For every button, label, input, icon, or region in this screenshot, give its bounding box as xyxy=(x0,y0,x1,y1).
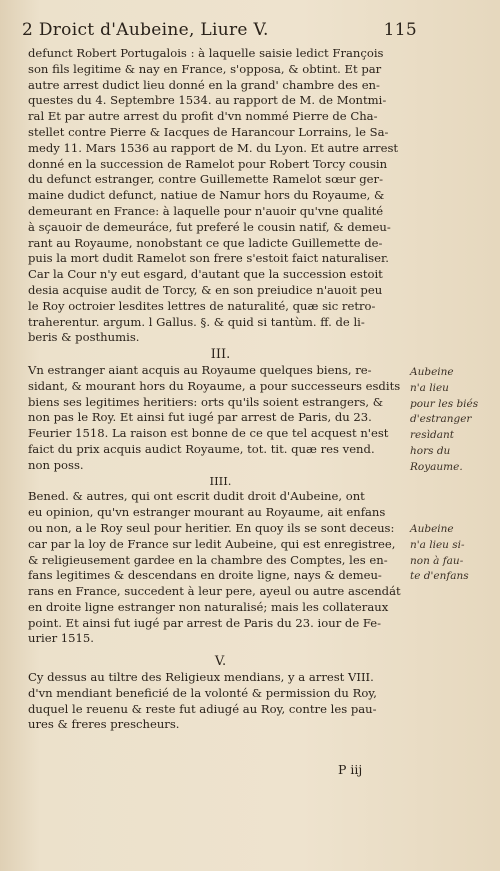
text-line: rant au Royaume, nonobstant ce que ladicte Guillemette de- xyxy=(28,235,383,250)
section-number-v: V. xyxy=(214,654,227,670)
page-body xyxy=(28,46,413,733)
text-line: ral Et par autre arrest du profit d'vn nommé Pierre de Cha- xyxy=(28,109,378,124)
text-line: autre arrest dudict lieu donné en la grand' chambre des en- xyxy=(28,77,380,92)
margin-note-line: Aubeine xyxy=(410,366,454,378)
signature-mark: P iij xyxy=(338,762,363,777)
margin-note-line: non à fau- xyxy=(410,554,464,567)
text-line: Vn estranger aiant acquis au Royaume quelques biens, re- xyxy=(28,362,372,377)
text-line: point. Et ainsi fut iugé par arrest de Paris du 23. iour de Fe- xyxy=(28,615,382,630)
text-line: & religieusement gardee en la chambre des Comptes, les en- xyxy=(28,552,388,567)
text-line: faict du prix acquis audict Royaume, tot. tit. quæ res vend. xyxy=(28,441,375,456)
margin-note-line: Royaume. xyxy=(410,460,463,473)
section-number-iii: III. xyxy=(210,347,231,363)
text-line: d'vn mendiant beneficié de la volonté & permission du Roy, xyxy=(28,685,377,700)
margin-note-line: hors du xyxy=(410,444,451,457)
text-line: stellet contre Pierre & Iacques de Harancour Lorrains, le Sa- xyxy=(28,124,389,139)
section-number-iiii: IIII. xyxy=(209,473,232,488)
paragraph-section-v xyxy=(28,670,413,733)
text-line: medy 11. Mars 1536 au rapport de M. du Lyon. Et autre arrest xyxy=(28,140,399,155)
paragraph-continued xyxy=(28,46,413,346)
margin-note-line: d'estranger xyxy=(410,413,472,426)
text-line: Car la Cour n'y eut esgard, d'autant que la succession estoit xyxy=(28,267,383,282)
text-line: du defunct estranger, contre Guillemette Ramelot sœur ger- xyxy=(28,172,383,187)
text-line: biens ses legitimes heritiers: orts qu'ils soient estrangers, & xyxy=(28,394,384,409)
margin-note-aubeine-biens xyxy=(410,365,490,476)
page-number: 115 xyxy=(383,20,417,40)
paragraph-section-iii xyxy=(28,363,413,474)
margin-note-line: pour les biés xyxy=(410,397,479,410)
margin-note-line: Aubeine xyxy=(410,523,454,535)
margin-note-line: n'a lieu xyxy=(410,381,449,394)
text-line: donné en la succession de Ramelot pour Robert Torcy cousin xyxy=(28,156,388,171)
text-line: car par la loy de France sur ledit Aubeine, qui est enregistree, xyxy=(28,536,396,551)
text-line: defunct Robert Portugalois : à laquelle saisie ledict François xyxy=(28,46,384,60)
text-line: puis la mort dudit Ramelot son frere s'estoit faict naturaliser. xyxy=(28,251,389,266)
running-title: 2 Droict d'Aubeine, Liure V. xyxy=(22,20,269,40)
text-line: traherentur. argum. l Gallus. §. & quid si tantùm. ff. de li- xyxy=(28,314,365,329)
running-header xyxy=(22,20,417,40)
text-line: ou non, a le Roy seul pour heritier. En quoy ils se sont deceus: xyxy=(28,520,395,535)
margin-note-line: te d'enfans xyxy=(410,570,469,583)
margin-note-line: resìdant xyxy=(410,429,454,442)
paragraph-section-iiii xyxy=(28,489,413,647)
text-line: ures & freres prescheurs. xyxy=(28,717,180,732)
text-line: desia acquise audit de Torcy, & en son preiudice n'auoit peu xyxy=(28,282,383,297)
text-line: duquel le reuenu & reste fut adiugé au Roy, contre les pau- xyxy=(28,701,377,716)
text-line: sidant, & mourant hors du Royaume, a pour successeurs esdits xyxy=(28,378,401,393)
text-line: non poss. xyxy=(28,457,84,472)
text-line: Cy dessus au tiltre des Religieux mendians, y a arrest VIII. xyxy=(28,670,374,685)
text-line: fans legitimes & descendans en droite ligne, nays & demeu- xyxy=(28,568,382,583)
text-line: Bened. & autres, qui ont escrit dudit droit d'Aubeine, ont xyxy=(28,489,365,504)
margin-note-line: n'a lieu si- xyxy=(410,538,465,551)
text-line: son fils legitime & nay en France, s'opposa, & obtint. Et par xyxy=(28,61,382,76)
text-line: urier 1515. xyxy=(28,631,94,646)
text-line: eu opinion, qu'vn estranger mourant au Royaume, ait enfans xyxy=(28,505,386,520)
text-line: en droite ligne estranger non naturalisé; mais les collateraux xyxy=(28,599,389,614)
text-line: rans en France, succedent à leur pere, ayeul ou autre ascendát xyxy=(28,584,401,599)
text-line: à sçauoir de demeuráce, fut preferé le cousin natif, & demeu- xyxy=(28,219,391,234)
text-line: maine dudict defunct, natiue de Namur hors du Royaume, & xyxy=(28,188,385,203)
text-line: demeurant en France: à laquelle pour n'auoir qu'vne qualité xyxy=(28,203,384,218)
text-line: questes du 4. Septembre 1534. au rapport de M. de Montmi- xyxy=(28,93,387,108)
margin-note-aubeine-enfans xyxy=(410,522,490,585)
text-line: non pas le Roy. Et ainsi fut iugé par arrest de Paris, du 23. xyxy=(28,410,372,425)
text-line: beris & posthumis. xyxy=(28,330,140,345)
text-line: Feurier 1518. La raison est bonne de ce que tel acquest n'est xyxy=(28,426,389,441)
text-line: le Roy octroier lesdites lettres de naturalité, quæ sic retro- xyxy=(28,298,376,313)
